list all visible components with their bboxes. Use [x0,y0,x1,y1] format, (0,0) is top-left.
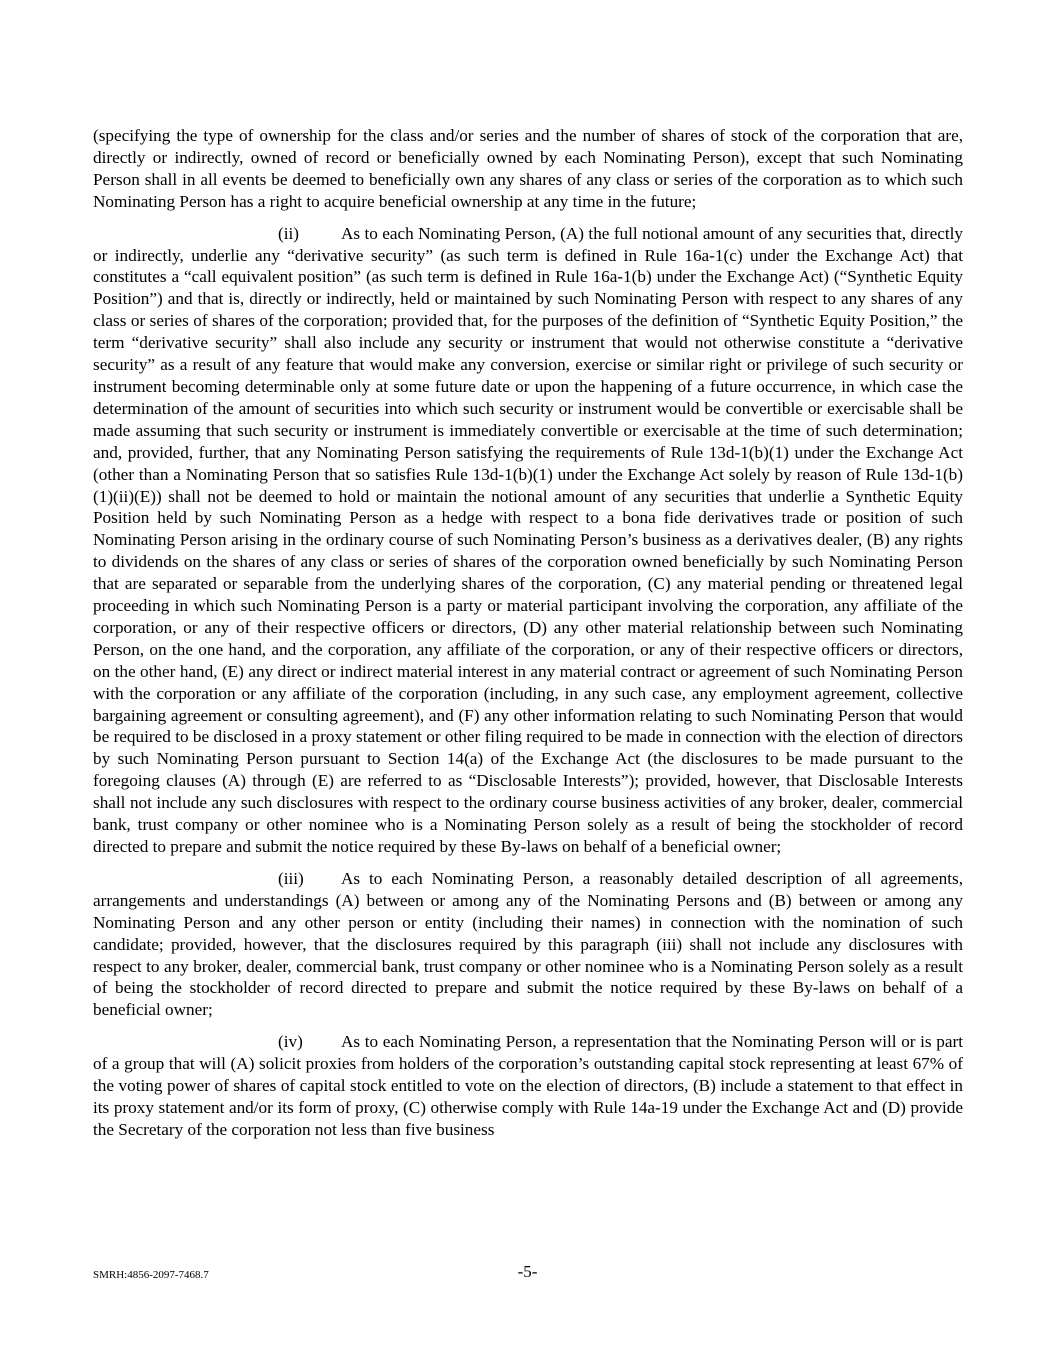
document-body [93,125,963,1141]
paragraph-ii [93,223,963,858]
footer-page-number: -5- [517,1262,538,1281]
paragraph-number: (iv) [278,1032,303,1052]
paragraph-text: As to each Nominating Person, a reasonably detailed description of all agreements, arrangements and understandings (A) between or among any of the Nominating Persons and (B) between or among any Nominating Person and any other person or entity (including their names) in connection with the nomination of such candidate; provided, however, that the disclosures required by this paragraph (iii) shall not include any disclosures with respect to any broker, dealer, commercial bank, trust company or other nominee who is a Nominating Person solely as a result of being the stockholder of record directed to prepare and submit the notice required by these By-laws on behalf of a beneficial owner; [93,868,963,1020]
paragraph-number: (ii) [278,223,299,243]
paragraph-number: (iii) [278,868,304,888]
paragraph-text: As to each Nominating Person, a representation that the Nominating Person will or is part of a group that will (A) solicit proxies from holders of the corporation’s outstanding capital stock representing at least 67% of the voting power of shares of capital stock entitled to vote on the election of directors, (B) include a statement to that effect in its proxy statement and/or its form of proxy, (C) otherwise comply with Rule 14a-19 under the Exchange Act and (D) provide the Secretary of the corporation not less than five business [93,1032,963,1139]
paragraph-text: As to each Nominating Person, (A) the full notional amount of any securities that, directly or indirectly, underlie any “derivative security” (as such term is defined in Rule 16a-1(c) under the Exchange Act) that constitutes a “call equivalent position” (as such term is defined in Rule 16a-1(b) under the Exchange Act) (“Synthetic Equity Position”) and that is, directly or indirectly, held or maintained by such Nominating Person with respect to any shares of any class or series of shares of the corporation; provided that, for the purposes of the definition of “Synthetic Equity Position,” the term “derivative security” shall also include any security or instrument that would not otherwise constitute a “derivative security” as a result of any feature that would make any conversion, exercise or similar right or privilege of such security or instrument becoming determinable only at some future date or upon the happening of a future occurrence, in which case the determination of the amount of securities into which such security or instrument would be convertible or exercisable shall be made assuming that such security or instrument is immediately convertible or exercisable at the time of such determination; and, provided, further, that any Nominating Person satisfying the requirements of Rule 13d-1(b)(1) under the Exchange Act (other than a Nominating Person that so satisfies Rule 13d-1(b)(1) under the Exchange Act solely by reason of Rule 13d-1(b)(1)(ii)(E)) shall not be deemed to hold or maintain the notional amount of any securities that underlie a Synthetic Equity Position held by such Nominating Person as a hedge with respect to a bona fide derivatives trade or position of such Nominating Person arising in the ordinary course of such Nominating Person’s business as a derivatives dealer, (B) any rights to dividends on the shares of any class or series of shares of the corporation owned beneficially by such Nominating Person that are separated or separable from the underlying shares of the corporation, (C) any material pending or threatened legal proceeding in which such Nominating Person is a party or material participant involving the corporation, any affiliate of the corporation, or any of their respective officers or directors, (D) any other material relationship between such Nominating Person, on the one hand, and the corporation, any affiliate of the corporation, or any of their respective officers or directors, on the other hand, (E) any direct or indirect material interest in any material contract or agreement of such Nominating Person with the corporation or any affiliate of the corporation (including, in any such case, any employment agreement, collective bargaining agreement or consulting agreement), and (F) any other information relating to such Nominating Person that would be required to be disclosed in a proxy statement or other filing required to be made in connection with the election of directors by such Nominating Person pursuant to Section 14(a) of the Exchange Act (the disclosures to be made pursuant to the foregoing clauses (A) through (E) are referred to as “Disclosable Interests”); provided, however, that Disclosable Interests shall not include any such disclosures with respect to the ordinary course business activities of any broker, dealer, commercial bank, trust company or other nominee who is a Nominating Person solely as a result of being the stockholder of record directed to prepare and submit the notice required by these By-laws on behalf of a beneficial owner; [93,223,963,856]
footer-document-id: SMRH:4856-2097-7468.7 [93,1269,209,1281]
paragraph-text: (specifying the type of ownership for the class and/or series and the number of shares of stock of the corporation that are, directly or indirectly, owned of record or beneficially owned by each Nominating Person), except that such Nominating Person shall in all events be deemed to beneficially own any shares of any class or series of the corporation as to which such Nominating Person has a right to acquire beneficial ownership at any time in the future; [93,126,963,211]
paragraph-iv [93,1031,963,1141]
paragraph-iii [93,868,963,1021]
paragraph-continuation [93,125,963,213]
